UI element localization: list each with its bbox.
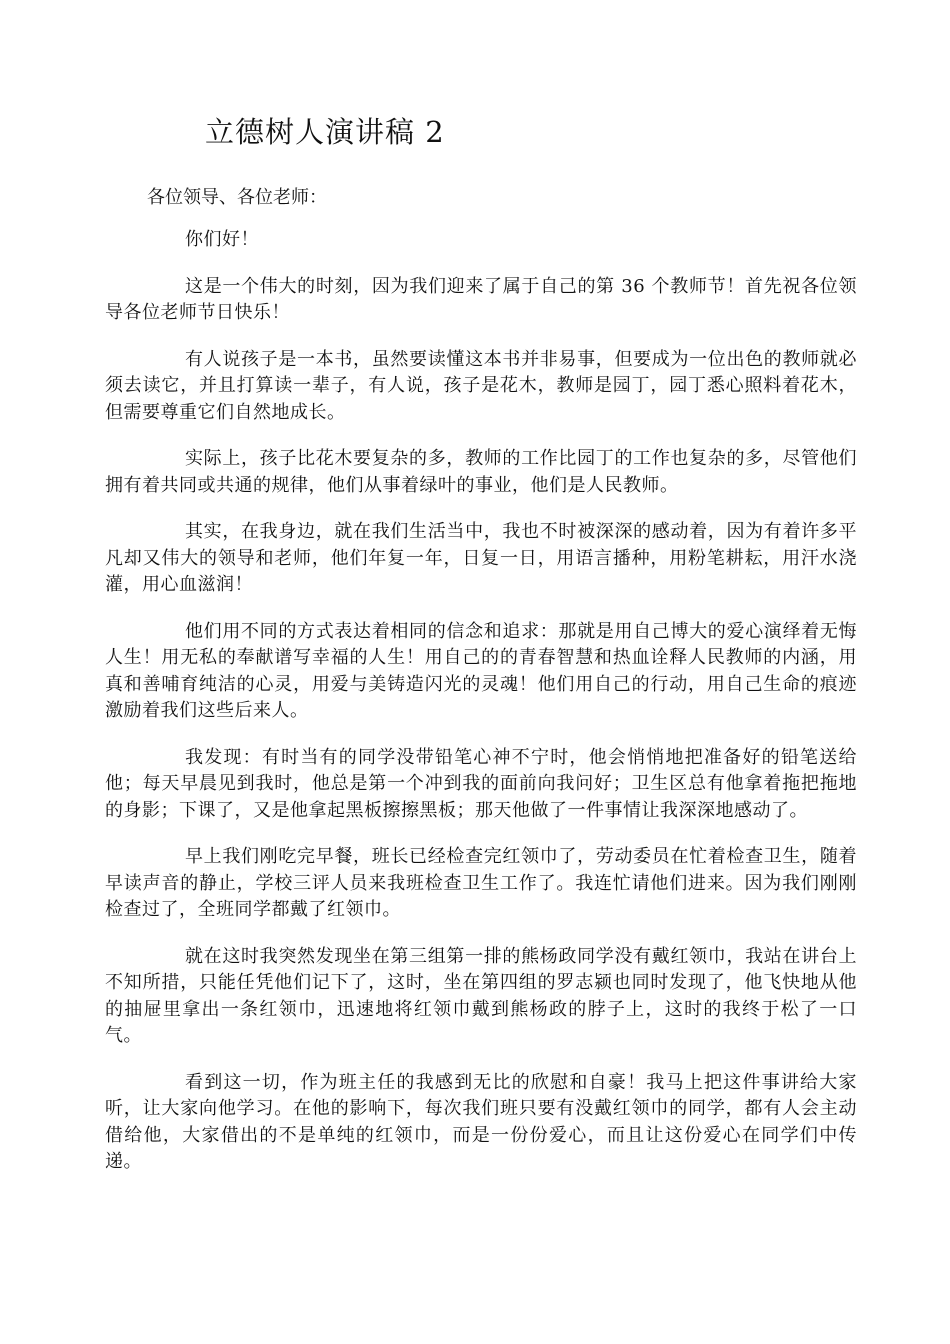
salutation: 各位领导、各位老师： bbox=[147, 187, 327, 208]
paragraph: 我发现：有时当有的同学没带铅笔心神不宁时，他会悄悄地把准备好的铅笔送给他；每天早晨见到我时，他总是第一个冲到我的面前向我问好；卫生区总有他拿着拖把拖地的身影；下课了，又是他拿起黑板擦擦黑板；那天他做了一件事情让我深深地感动了。 bbox=[105, 746, 857, 821]
paragraph-greeting: 你们好！ bbox=[185, 229, 259, 250]
document-body bbox=[105, 227, 857, 1196]
paragraph: 他们用不同的方式表达着相同的信念和追求：那就是用自己博大的爱心演绎着无悔人生！用无私的奉献谱写幸福的人生！用自己的的青春智慧和热血诠释人民教师的内涵，用真和善哺育纯洁的心灵，用爱与美铸造闪光的灵魂！他们用自己的行动，用自己生命的痕迹激励着我们这些后来人。 bbox=[105, 620, 857, 721]
paragraph: 就在这时我突然发现坐在第三组第一排的熊杨政同学没有戴红领巾，我站在讲台上不知所措，只能任凭他们记下了，这时，坐在第四组的罗志颍也同时发现了，他飞快地从他的抽屉里拿出一条红领巾，迅速地将红领巾戴到熊杨政的脖子上，这时的我终于松了一口气。 bbox=[105, 945, 857, 1046]
paragraph: 实际上，孩子比花木要复杂的多，教师的工作比园丁的工作也复杂的多，尽管他们拥有着共同或共通的规律，他们从事着绿叶的事业，他们是人民教师。 bbox=[105, 448, 857, 496]
document-title: 立德树人演讲稿 2 bbox=[205, 115, 445, 149]
paragraph: 看到这一切，作为班主任的我感到无比的欣慰和自豪！我马上把这件事讲给大家听，让大家向他学习。在他的影响下，每次我们班只要有没戴红领巾的同学，都有人会主动借给他，大家借出的不是单纯的红领巾，而是一份份爱心，而且让这份爱心在同学们中传递。 bbox=[105, 1071, 857, 1172]
paragraph: 有人说孩子是一本书，虽然要读懂这本书并非易事，但要成为一位出色的教师就必须去读它，并且打算读一辈子，有人说，孩子是花木，教师是园丁，园丁悉心照料着花木，但需要尊重它们自然地成长。 bbox=[105, 348, 857, 423]
paragraph: 其实，在我身边，就在我们生活当中，我也不时被深深的感动着，因为有着许多平凡却又伟大的领导和老师，他们年复一年，日复一日，用语言播种，用粉笔耕耘，用汗水浇灌，用心血滋润！ bbox=[105, 521, 857, 595]
paragraph: 这是一个伟大的时刻，因为我们迎来了属于自己的第 36 个教师节！首先祝各位领导各位老师节日快乐！ bbox=[105, 275, 857, 323]
paragraph: 早上我们刚吃完早餐，班长已经检查完红领巾了，劳动委员在忙着检查卫生，随着早读声音的静止，学校三评人员来我班检查卫生工作了。我连忙请他们进来。因为我们刚刚检查过了，全班同学都戴了红领巾。 bbox=[105, 846, 857, 920]
